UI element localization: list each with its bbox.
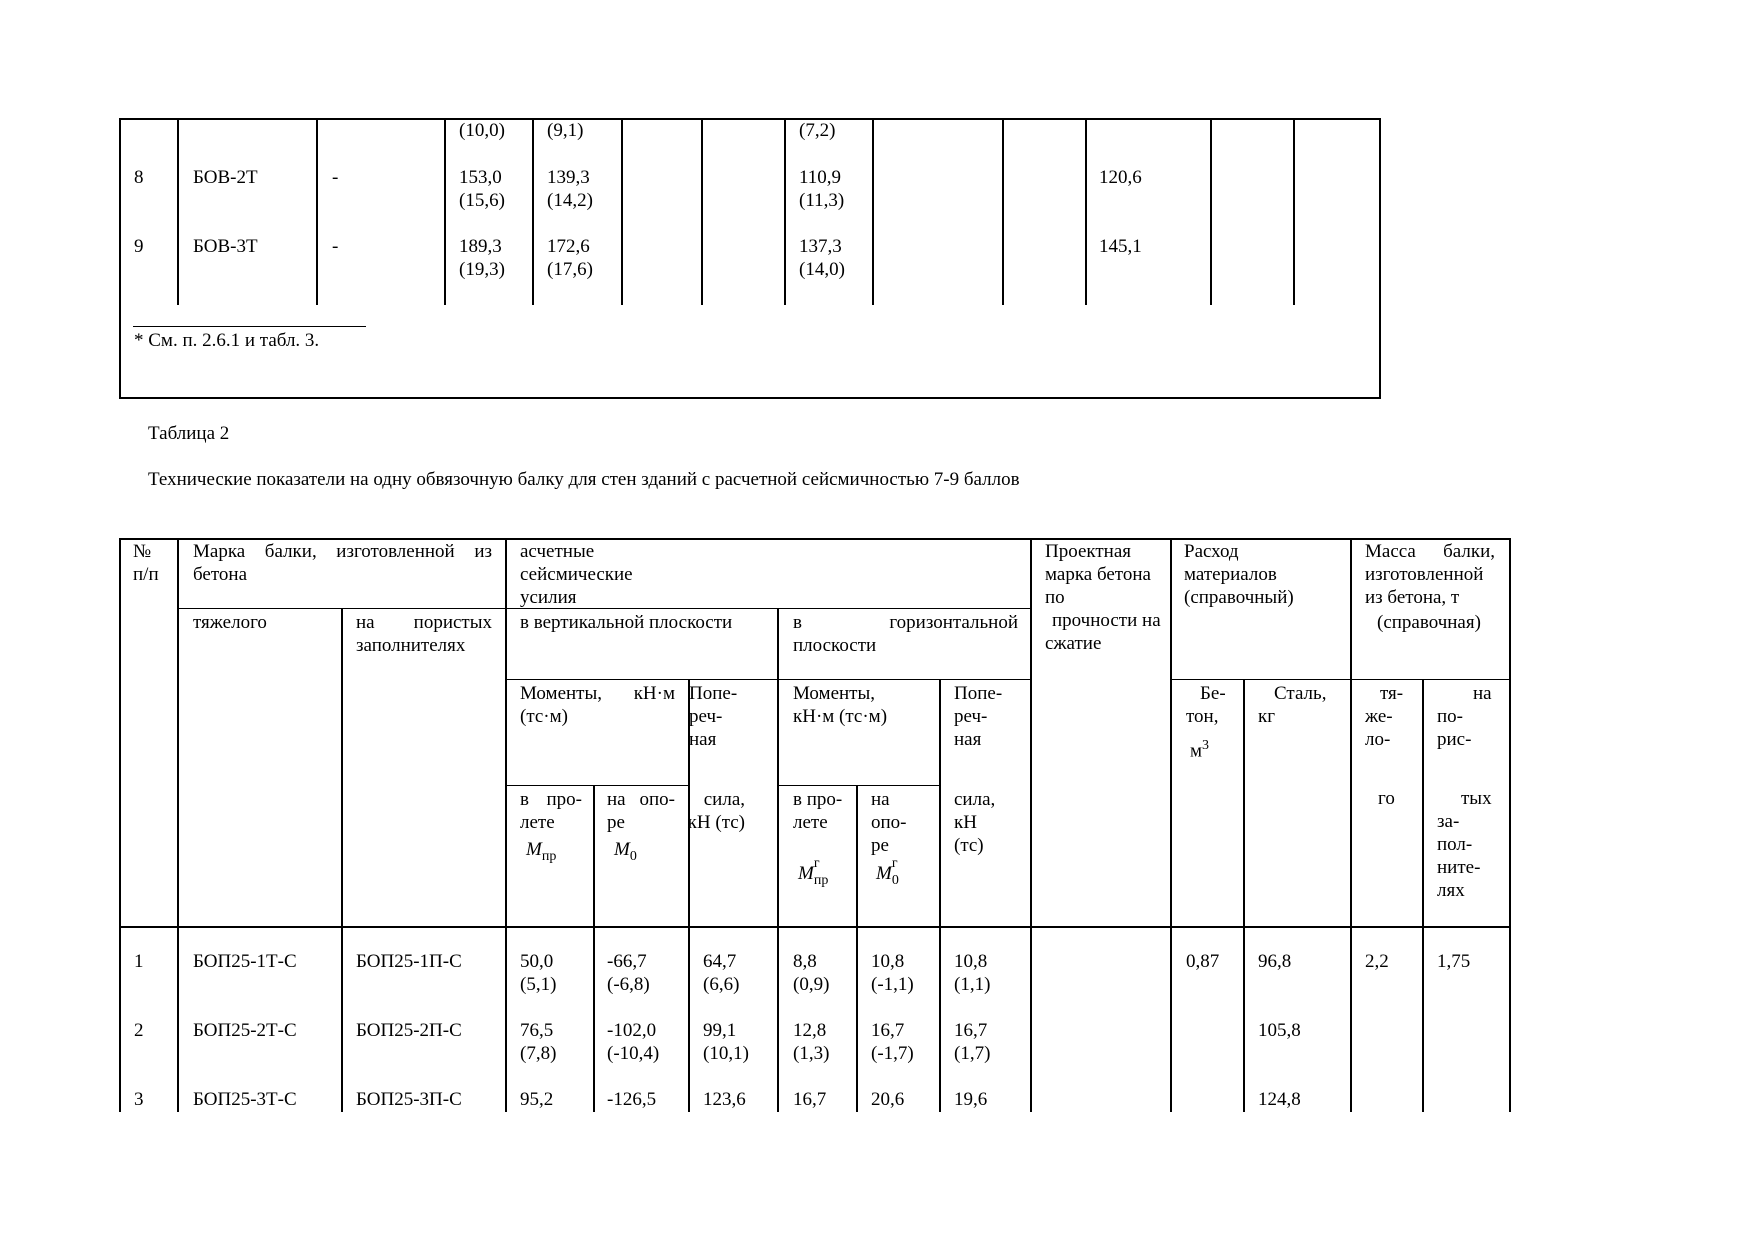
header-heavy-mass: ло- (1365, 729, 1391, 750)
header-moments-h: Моменты, кН·м (тс·м) (793, 683, 888, 727)
header-heavy-mass: го (1378, 788, 1395, 809)
t1-cell: (10,0) (459, 120, 505, 141)
header-porous-mass: на (1473, 683, 1492, 704)
cell: (-1,7) (871, 1043, 914, 1064)
cell: (10,1) (703, 1043, 749, 1064)
header-porous-mass: рис- (1437, 729, 1472, 750)
symbol-m-span: $M_{пр}$ (526, 839, 557, 864)
mark-heavy: БОП25-3Т-С (193, 1089, 297, 1110)
header-heavy: тяжелого (193, 612, 267, 633)
header-porous: на пористых заполнителях (356, 612, 492, 656)
t1-cell: 110,9 (799, 167, 842, 188)
mark-heavy: БОП25-2Т-С (193, 1020, 297, 1041)
cell: 1,75 (1437, 951, 1471, 972)
cell: 99,1 (703, 1020, 737, 1041)
header-shear-h-force: сила, кН (тс) (954, 789, 996, 856)
cell: 16,7 (954, 1020, 988, 1041)
cell: 0,87 (1186, 951, 1220, 972)
cell: -66,7 (607, 951, 647, 972)
cell: 105,8 (1258, 1020, 1301, 1041)
mark-porous: БОП25-3П-С (356, 1089, 462, 1110)
header-concrete-3: $м^3$ (1190, 738, 1210, 762)
cell: (1,7) (954, 1043, 991, 1064)
cell: 2,2 (1365, 951, 1389, 972)
header-vertical: в вертикальной плоскости (520, 612, 733, 633)
cell: -126,5 (607, 1089, 657, 1110)
header-number: № п/п (133, 541, 159, 585)
cell: -102,0 (607, 1020, 657, 1041)
cell: 123,6 (703, 1089, 746, 1110)
t1-cell: (11,3) (799, 190, 845, 211)
cell: 10,8 (954, 951, 988, 972)
t1-cell: (15,6) (459, 190, 505, 211)
t1-porous: - (332, 167, 339, 188)
t1-cell: 153,0 (459, 167, 502, 188)
cell: (7,8) (520, 1043, 557, 1064)
t1-cell: 139,3 (547, 167, 590, 188)
cell: (-6,8) (607, 974, 650, 995)
mark-porous: БОП25-1П-С (356, 951, 462, 972)
header-concrete-1: Бе- (1200, 683, 1226, 704)
t1-mark: БОВ-3Т (193, 236, 258, 257)
cell: (1,1) (954, 974, 991, 995)
header-porous-mass: по- (1437, 706, 1463, 727)
cell: 16,7 (793, 1089, 827, 1110)
header-shear-h: Попе- реч- ная (954, 683, 1003, 750)
cell: 8,8 (793, 951, 817, 972)
header-span-h: в про- лете (793, 789, 843, 833)
t1-cell: 189,3 (459, 236, 502, 257)
cell: 12,8 (793, 1020, 827, 1041)
header-span-v: в про- лете (520, 789, 582, 833)
cell: 64,7 (703, 951, 737, 972)
t1-steel: 120,6 (1099, 167, 1142, 188)
cell: 16,7 (871, 1020, 905, 1041)
t1-row-number: 8 (134, 167, 144, 188)
t1-cell: (14,0) (799, 259, 845, 280)
cell: 76,5 (520, 1020, 554, 1041)
header-shear-v: Попе- реч- ная (689, 683, 738, 750)
cell: 95,2 (520, 1089, 554, 1110)
mark-heavy: БОП25-1Т-С (193, 951, 297, 972)
header-mass-ref: (справочная) (1377, 612, 1481, 633)
cell: (6,6) (703, 974, 740, 995)
header-heavy-mass: тя- (1380, 683, 1404, 704)
row-number: 1 (134, 951, 144, 972)
header-support-v: на опо- ре (607, 789, 675, 833)
header-materials: Расход материалов (справочный) (1184, 541, 1294, 608)
t1-cell: (19,3) (459, 259, 505, 280)
cell: 124,8 (1258, 1089, 1301, 1110)
t1-cell: (14,2) (547, 190, 593, 211)
header-horizontal: в горизонтальной плоскости (793, 612, 1018, 656)
header-mass: Масса балки, изготовленной из бетона, т (1365, 541, 1495, 608)
t1-porous: - (332, 236, 339, 257)
table-label: Таблица 2 (148, 423, 230, 444)
header-steel: Сталь, кг (1258, 683, 1327, 727)
cell: 96,8 (1258, 951, 1292, 972)
t1-cell: 137,3 (799, 236, 842, 257)
footnote: * См. п. 2.6.1 и табл. 3. (134, 330, 320, 351)
cell: 10,8 (871, 951, 905, 972)
header-mark: Марка балки, изготовленной из бетона (193, 541, 492, 585)
cell: (-1,1) (871, 974, 914, 995)
header-porous-mass: тых за- пол- ните- лях (1437, 788, 1492, 901)
cell: (0,9) (793, 974, 830, 995)
row-number: 2 (134, 1020, 144, 1041)
symbol-m-support-h: M г 0 (876, 856, 899, 888)
mark-porous: БОП25-2П-С (356, 1020, 462, 1041)
t1-cell: (17,6) (547, 259, 593, 280)
header-support-h: на опо- ре (871, 789, 907, 856)
header-concrete-2: тон, (1186, 706, 1219, 727)
t1-cell: (7,2) (799, 120, 836, 141)
header-moments-v: Моменты, кН·м (тс·м) (520, 683, 675, 727)
cell: (1,3) (793, 1043, 830, 1064)
t1-cell: (9,1) (547, 120, 584, 141)
t1-steel: 145,1 (1099, 236, 1142, 257)
symbol-m-span-h: M г пр (798, 856, 829, 888)
t1-cell: 172,6 (547, 236, 590, 257)
t1-mark: БОВ-2Т (193, 167, 258, 188)
cell: (-10,4) (607, 1043, 660, 1064)
cell: 20,6 (871, 1089, 905, 1110)
row-number: 3 (134, 1089, 144, 1110)
header-grade: Проектная марка бетона по (1045, 541, 1151, 608)
cell: 50,0 (520, 951, 554, 972)
header-grade-strength: прочности на сжатие (1045, 610, 1161, 654)
header-shear-v-force: сила, кН (тс) (687, 789, 745, 833)
cell: (5,1) (520, 974, 557, 995)
cell: 19,6 (954, 1089, 988, 1110)
header-forces: асчетные сейсмические усилия (520, 541, 633, 608)
symbol-m-support: $M_0$ (614, 839, 637, 864)
t1-row-number: 9 (134, 236, 144, 257)
header-heavy-mass: же- (1365, 706, 1393, 727)
table-title: Технические показатели на одну обвязочную балку для стен зданий с расчетной сейсмичностью 7-9 баллов (148, 469, 1020, 490)
